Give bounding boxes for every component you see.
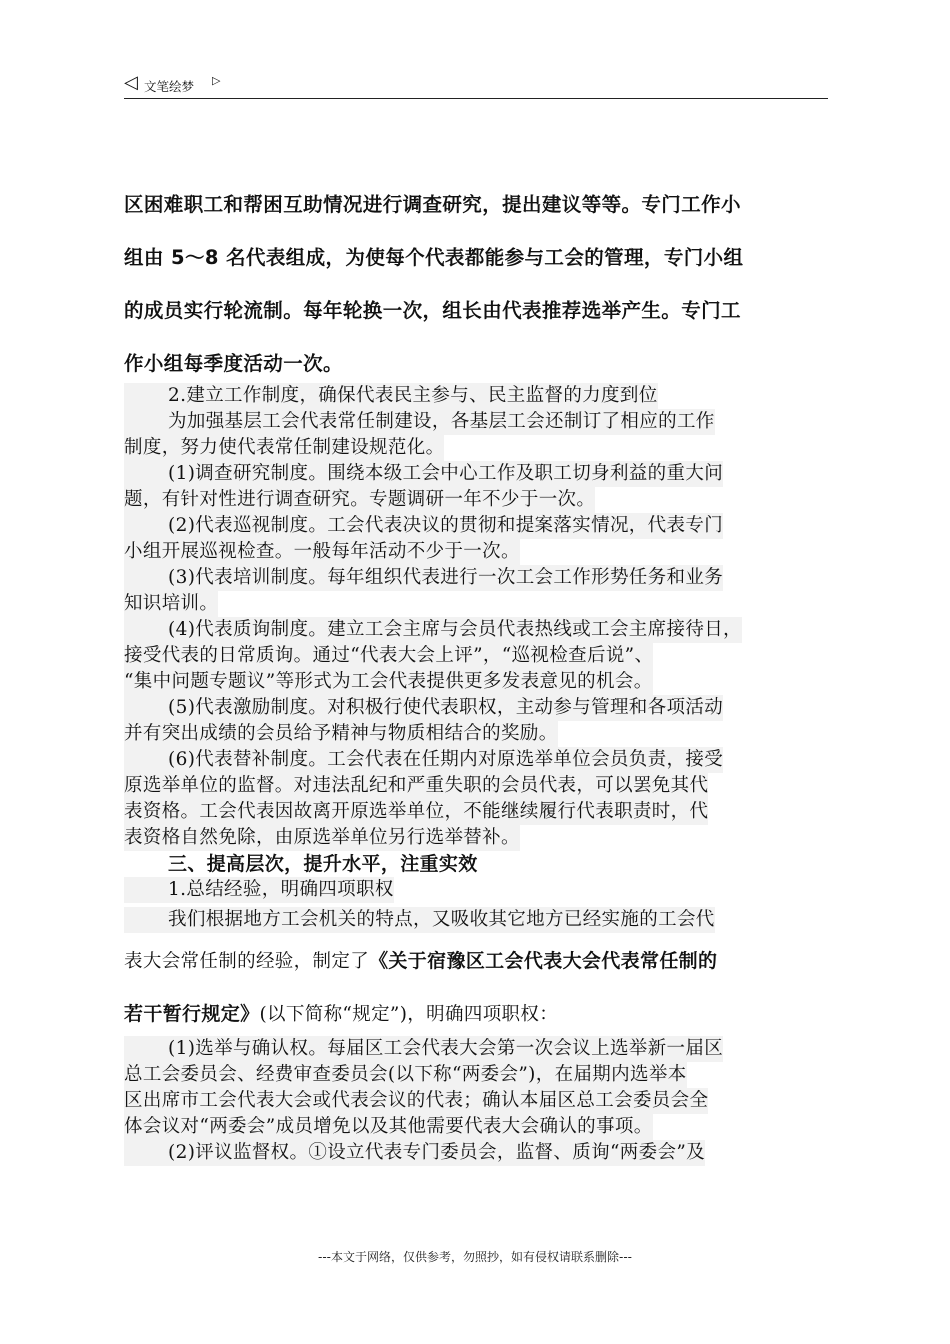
- mixed-bold-text: 若干暂行规定》: [124, 1003, 260, 1025]
- body-line: (5)代表激励制度。对积极行使代表职权，主动参与管理和各项活动: [124, 695, 723, 721]
- body-line: 表资格自然免除，由原选举单位另行选举替补。: [124, 825, 520, 851]
- mixed-line: [124, 999, 824, 1026]
- brand-text: 文笔绘梦: [144, 79, 195, 94]
- body-line: (4)代表质询制度。建立工会主席与会员代表热线或工会主席接待日，: [124, 617, 742, 643]
- page-header: [124, 70, 828, 99]
- intro-line: 我们根据地方工会机关的特点，又吸收其它地方已经实施的工会代: [124, 907, 715, 933]
- body-line: 并有突出成绩的会员给予精神与物质相结合的奖励。: [124, 721, 558, 747]
- footer-disclaimer: ---本文于网络，仅供参考，勿照抄，如有侵权请联系删除---: [318, 1250, 632, 1264]
- mixed-line: [124, 946, 824, 973]
- section-heading: 三、提高层次，提升水平，注重实效: [168, 853, 478, 875]
- sub-heading: 1.总结经验，明确四项职权: [124, 877, 394, 903]
- body-line: 为加强基层工会代表常任制建设，各基层工会还制订了相应的工作: [124, 409, 715, 435]
- mixed-text: 表大会常任制的经验，制定了: [124, 951, 370, 972]
- rights-section: [124, 1036, 824, 1166]
- subheading: 2.建立工作制度，确保代表民主参与、民主监督的力度到位: [124, 383, 658, 409]
- body-line: (1)调查研究制度。围绕本级工会中心工作及职工切身利益的重大问: [124, 461, 723, 487]
- body-line: 题，有针对性进行调查研究。专题调研一年不少于一次。: [124, 487, 595, 513]
- triangle-left-icon: ◁: [124, 72, 138, 93]
- bold-line: 组由 5～8 名代表组成，为使每个代表都能参与工会的管理，专门小组: [124, 246, 744, 269]
- body-line: (1)选举与确认权。每届区工会代表大会第一次会议上选举新一届区: [124, 1036, 723, 1062]
- mixed-bold-text: 《关于宿豫区工会代表大会代表常任制的: [369, 950, 718, 972]
- body-line: (2)代表巡视制度。工会代表决议的贯彻和提案落实情况，代表专门: [124, 513, 723, 539]
- bold-line: 的成员实行轮流制。每年轮换一次，组长由代表推荐选举产生。专门工: [124, 299, 741, 322]
- body-line: 体会议对“两委会”成员增免以及其他需要代表大会确认的事项。: [124, 1114, 653, 1140]
- body-line: 接受代表的日常质询。通过“代表大会上评”，“巡视检查后说”、: [124, 643, 653, 669]
- bold-line: 作小组每季度活动一次。: [124, 352, 343, 375]
- body-line: 制度，努力使代表常任制建设规范化。: [124, 435, 444, 461]
- body-line: 原选举单位的监督。对违法乱纪和严重失职的会员代表，可以罢免其代: [124, 773, 708, 799]
- mixed-text: (以下简称“规定”)，明确四项职权：: [259, 1004, 559, 1025]
- body-line: (3)代表培训制度。每年组织代表进行一次工会工作形势任务和业务: [124, 565, 723, 591]
- body-line: “集中问题专题议”等形式为工会代表提供更多发表意见的机会。: [124, 669, 653, 695]
- body-line: (2)评议监督权。①设立代表专门委员会，监督、质询“两委会”及: [124, 1140, 705, 1166]
- body-line: 小组开展巡视检查。一般每年活动不少于一次。: [124, 539, 520, 565]
- bold-paragraph: [124, 185, 824, 397]
- work-system-section: [124, 383, 824, 933]
- body-line: 总工会委员会、经费审查委员会(以下称“两委会”)，在届期内选举本: [124, 1062, 687, 1088]
- body-line: 区出席市工会代表大会或代表会议的代表；确认本届区总工会委员会全: [124, 1088, 708, 1114]
- triangle-right-icon: ▷: [212, 74, 221, 87]
- body-line: (6)代表替补制度。工会代表在任期内对原选举单位会员负责，接受: [124, 747, 723, 773]
- body-line: 表资格。工会代表因故离开原选举单位，不能继续履行代表职责时，代: [124, 799, 708, 825]
- bold-line: 区困难职工和帮困互助情况进行调查研究，提出建议等等。专门工作小: [124, 193, 741, 216]
- body-line: 知识培训。: [124, 591, 218, 617]
